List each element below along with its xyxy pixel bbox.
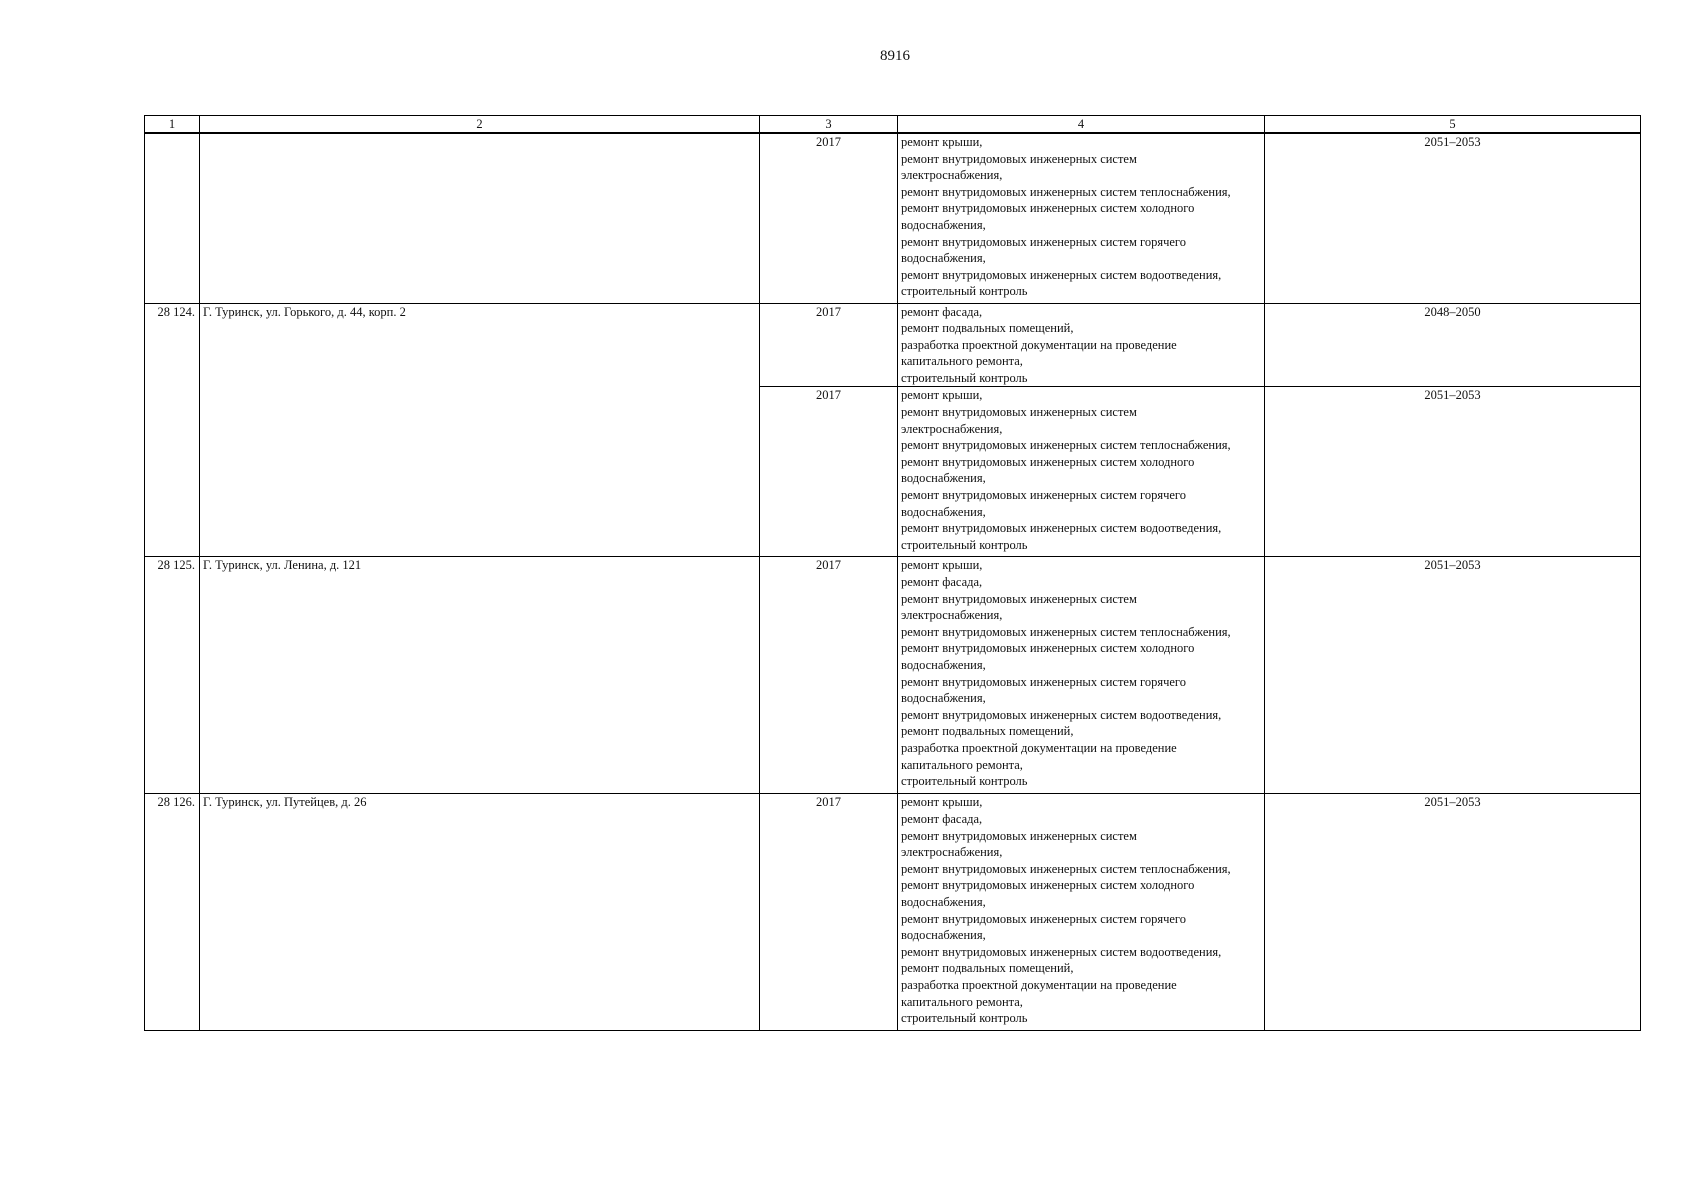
row-address: Г. Туринск, ул. Ленина, д. 121 bbox=[200, 557, 760, 794]
row-period: 2051–2053 bbox=[1265, 557, 1641, 794]
work-item: электроснабжения, bbox=[901, 168, 1003, 183]
work-item: ремонт подвальных помещений, bbox=[901, 724, 1074, 739]
work-item: ремонт крыши, bbox=[901, 795, 983, 810]
work-item: ремонт внутридомовых инженерных систем холодного bbox=[901, 454, 1195, 469]
work-item: капитального ремонта, bbox=[901, 994, 1023, 1009]
work-item: ремонт внутридомовых инженерных систем горячего bbox=[901, 674, 1186, 689]
work-item: водоснабжения, bbox=[901, 895, 986, 910]
work-item: водоснабжения, bbox=[901, 217, 986, 232]
work-item: ремонт фасада, bbox=[901, 304, 983, 319]
row-number: 28 126. bbox=[145, 794, 200, 1031]
work-item: разработка проектной документации на проведение bbox=[901, 978, 1177, 992]
row-year: 2017 bbox=[760, 794, 898, 1031]
table-row bbox=[145, 794, 1641, 1031]
work-item: ремонт внутридомовых инженерных систем горячего bbox=[901, 488, 1186, 503]
work-item: электроснабжения, bbox=[901, 421, 1003, 436]
work-item: ремонт внутридомовых инженерных систем холодного bbox=[901, 201, 1195, 216]
column-header-2: 2 bbox=[200, 116, 760, 134]
row-year: 2017 bbox=[760, 133, 898, 303]
column-header-1: 1 bbox=[145, 116, 200, 134]
row-period: 2051–2053 bbox=[1265, 387, 1641, 557]
work-item: электроснабжения, bbox=[901, 845, 1003, 860]
table-row bbox=[145, 303, 1641, 387]
work-item: ремонт внутридомовых инженерных систем теплоснабжения, bbox=[901, 624, 1231, 639]
work-item: строительный контроль bbox=[901, 774, 1028, 789]
work-item: ремонт внутридомовых инженерных систем холодного bbox=[901, 878, 1195, 893]
column-header-5: 5 bbox=[1265, 116, 1641, 134]
row-works bbox=[898, 387, 1265, 557]
work-item: ремонт подвальных помещений, bbox=[901, 321, 1074, 336]
row-year: 2017 bbox=[760, 387, 898, 557]
work-item: ремонт внутридомовых инженерных систем теплоснабжения, bbox=[901, 184, 1231, 199]
repair-schedule-table bbox=[144, 115, 1641, 1031]
column-header-3: 3 bbox=[760, 116, 898, 134]
row-number: 28 124. bbox=[145, 303, 200, 557]
work-item: ремонт крыши, bbox=[901, 558, 983, 573]
work-item: водоснабжения, bbox=[901, 691, 986, 706]
work-item: капитального ремонта, bbox=[901, 757, 1023, 772]
page-number: 8916 bbox=[880, 48, 910, 64]
work-item: водоснабжения, bbox=[901, 251, 986, 266]
work-item: ремонт внутридомовых инженерных систем горячего bbox=[901, 911, 1186, 926]
work-item: водоснабжения, bbox=[901, 658, 986, 673]
work-item: ремонт внутридомовых инженерных систем bbox=[901, 405, 1137, 420]
row-works bbox=[898, 133, 1265, 303]
work-item: капитального ремонта, bbox=[901, 354, 1023, 369]
work-item: разработка проектной документации на проведение bbox=[901, 741, 1177, 755]
work-item: ремонт внутридомовых инженерных систем bbox=[901, 828, 1137, 843]
work-item: ремонт внутридомовых инженерных систем теплоснабжения, bbox=[901, 861, 1231, 876]
table-row bbox=[145, 133, 1641, 303]
work-item: ремонт внутридомовых инженерных систем горячего bbox=[901, 234, 1186, 249]
row-year: 2017 bbox=[760, 557, 898, 794]
work-item: ремонт фасада, bbox=[901, 812, 983, 827]
work-item: ремонт крыши, bbox=[901, 135, 983, 149]
work-item: разработка проектной документации на проведение bbox=[901, 337, 1177, 352]
row-period: 2051–2053 bbox=[1265, 133, 1641, 303]
row-number bbox=[145, 133, 200, 303]
work-item: строительный контроль bbox=[901, 537, 1028, 552]
work-item: ремонт внутридомовых инженерных систем водоотведения, bbox=[901, 267, 1222, 282]
work-item: водоснабжения, bbox=[901, 471, 986, 486]
table-header-row bbox=[145, 116, 1641, 134]
work-item: ремонт внутридомовых инженерных систем холодного bbox=[901, 641, 1195, 656]
work-item: ремонт внутридомовых инженерных систем водоотведения, bbox=[901, 707, 1222, 722]
work-item: ремонт фасада, bbox=[901, 575, 983, 590]
row-works bbox=[898, 794, 1265, 1031]
work-item: ремонт крыши, bbox=[901, 388, 983, 403]
work-item: строительный контроль bbox=[901, 1011, 1028, 1026]
work-item: ремонт подвальных помещений, bbox=[901, 961, 1074, 976]
row-year: 2017 bbox=[760, 303, 898, 387]
row-works bbox=[898, 557, 1265, 794]
work-item: ремонт внутридомовых инженерных систем bbox=[901, 151, 1137, 166]
row-address: Г. Туринск, ул. Путейцев, д. 26 bbox=[200, 794, 760, 1031]
row-number: 28 125. bbox=[145, 557, 200, 794]
row-address: Г. Туринск, ул. Горького, д. 44, корп. 2 bbox=[200, 303, 760, 557]
work-item: ремонт внутридомовых инженерных систем водоотведения, bbox=[901, 521, 1222, 536]
column-header-4: 4 bbox=[898, 116, 1265, 134]
work-item: ремонт внутридомовых инженерных систем теплоснабжения, bbox=[901, 438, 1231, 453]
work-item: строительный контроль bbox=[901, 284, 1028, 299]
table-row bbox=[145, 557, 1641, 794]
row-period: 2051–2053 bbox=[1265, 794, 1641, 1031]
row-works bbox=[898, 303, 1265, 387]
work-item: электроснабжения, bbox=[901, 608, 1003, 623]
work-item: ремонт внутридомовых инженерных систем bbox=[901, 591, 1137, 606]
work-item: ремонт внутридомовых инженерных систем водоотведения, bbox=[901, 944, 1222, 959]
work-item: водоснабжения, bbox=[901, 504, 986, 519]
work-item: строительный контроль bbox=[901, 370, 1028, 385]
row-address bbox=[200, 133, 760, 303]
work-item: водоснабжения, bbox=[901, 928, 986, 943]
row-period: 2048–2050 bbox=[1265, 303, 1641, 387]
